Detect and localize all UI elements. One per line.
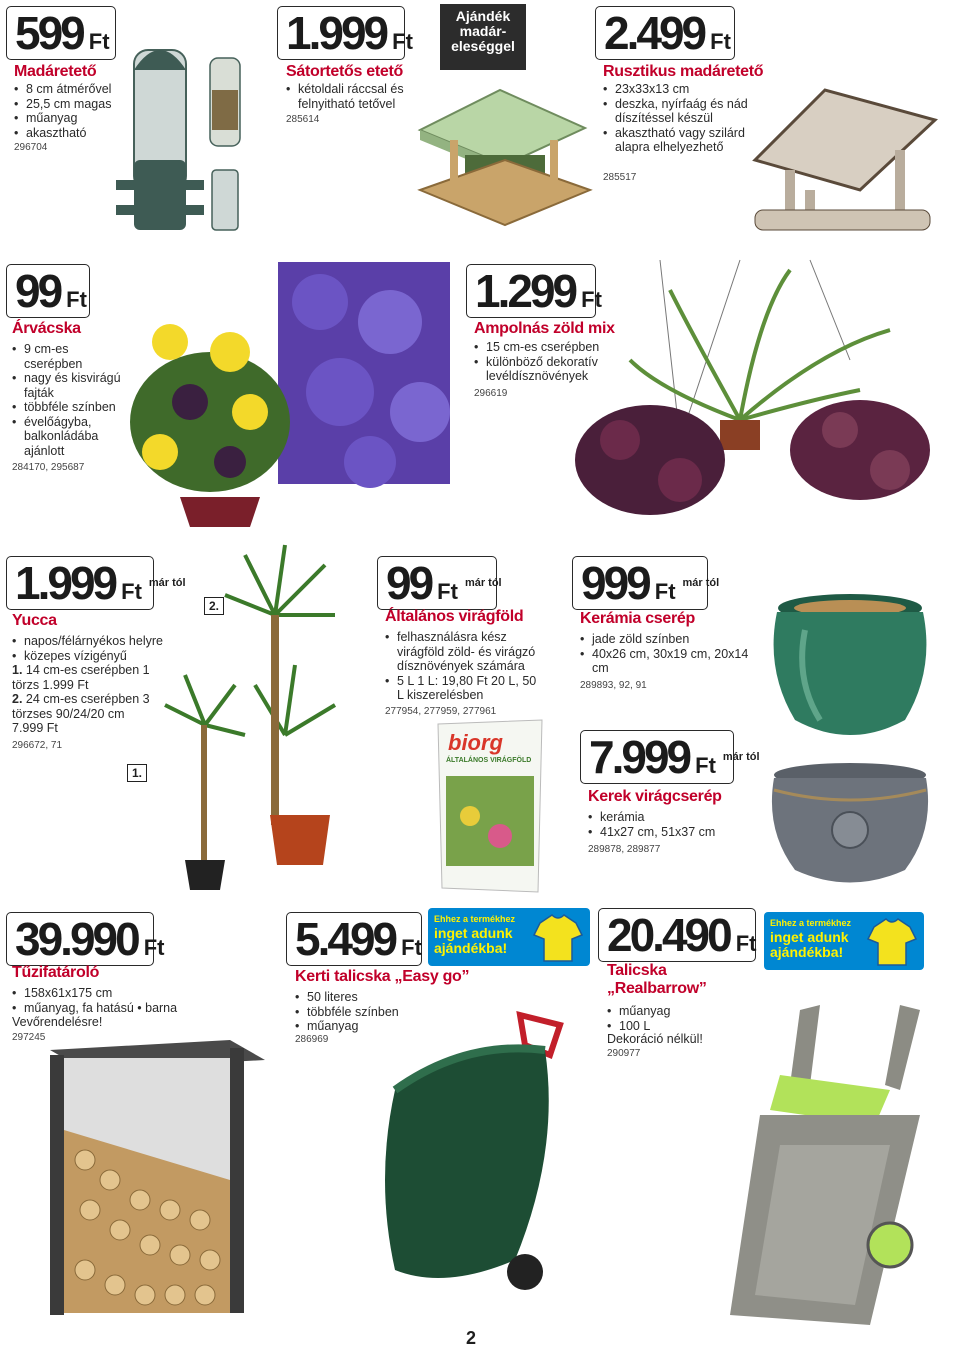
- price-tag: [377, 556, 502, 610]
- price-value: 7.999: [589, 731, 690, 783]
- currency: Ft: [735, 931, 757, 956]
- option-1: [12, 663, 152, 692]
- price-value: 99: [15, 265, 61, 317]
- gift-top-text: Ehhez a termékhez: [434, 914, 516, 924]
- product-title: Yucca: [12, 612, 57, 629]
- product-code: 289878, 289877: [588, 844, 661, 855]
- price-value: 599: [15, 7, 83, 59]
- price-value: 1.299: [475, 265, 576, 317]
- option-number: 2.: [12, 692, 23, 706]
- product-title: Kerek virágcserép: [588, 788, 722, 805]
- bullet: • közepes vízigényű: [12, 649, 182, 664]
- grey-barrow-image: [690, 995, 940, 1335]
- price-tag: [6, 912, 165, 966]
- currency: Ft: [581, 287, 602, 312]
- currency: Ft: [121, 579, 142, 604]
- price-tag: [6, 264, 90, 318]
- yucca-image: [145, 535, 365, 895]
- bullet-list: [12, 342, 122, 458]
- product-title: Rusztikus madáretető: [603, 63, 764, 80]
- from-label: már tól: [464, 577, 502, 589]
- price-tag: [277, 6, 413, 60]
- option-text: 24 cm-es cserépben 3 törzses 90/24/20 cm 7.999 Ft: [12, 692, 150, 735]
- bullet-list: [588, 810, 748, 839]
- bullet: • 8 cm átmérővel: [14, 82, 124, 97]
- gift-main-text: inget adunk ajándékba!: [434, 925, 513, 956]
- bullet: • 100 L: [607, 1019, 727, 1034]
- currency: Ft: [401, 935, 422, 960]
- price-value: 5.499: [295, 913, 396, 965]
- bullet: • 50 literes: [295, 990, 445, 1005]
- currency: Ft: [143, 935, 165, 960]
- bullet: • nagy és kisvirágú fajták: [12, 371, 122, 400]
- from-label: már tól: [722, 751, 760, 763]
- bullet: • 41x27 cm, 51x37 cm: [588, 825, 748, 840]
- bullet: • deszka, nyírfaág és nád díszítéssel készül: [603, 97, 753, 126]
- option-number: 1.: [12, 663, 23, 677]
- bullet: • akasztható vagy szilárd alapra elhelyezhető: [603, 126, 753, 155]
- bag-subtitle: ÁLTALÁNOS VIRÁGFÖLD: [446, 757, 532, 764]
- gift-top-text: Ehhez a termékhez: [770, 918, 852, 928]
- pansy-image: [120, 262, 450, 532]
- price-value: 20.490: [607, 909, 730, 961]
- product-code: 285614: [286, 114, 320, 125]
- gift-badge: [428, 908, 590, 966]
- price-tag: [580, 730, 760, 784]
- product-code: 296704: [14, 142, 48, 153]
- bullet: • jade zöld színben: [580, 632, 750, 647]
- bullet: • 5 L 1 L: 19,80 Ft 20 L, 50 L kiszerelésben: [385, 674, 545, 703]
- price-tag: [6, 556, 186, 610]
- product-code: 290977: [607, 1048, 641, 1059]
- bullet: • különböző dekoratív levéldísznövények: [474, 355, 624, 384]
- option-2: [12, 692, 152, 736]
- page-number: 2: [466, 1328, 477, 1348]
- bird-feeder-image: [112, 30, 252, 240]
- gift-banner: Ajándék madár-eleséggel: [440, 4, 526, 70]
- bullet: • műanyag: [14, 111, 124, 126]
- price-value: 2.499: [604, 7, 705, 59]
- product-title: Ampolnás zöld mix: [474, 320, 615, 337]
- bullet: • évelőágyba, balkonládába ajánlott: [12, 415, 122, 459]
- option-label: 1.: [127, 764, 147, 782]
- product-title: Sátortetős etető: [286, 63, 403, 80]
- bullet: • 40x26 cm, 30x19 cm, 20x14 cm: [580, 647, 750, 676]
- currency: Ft: [710, 29, 731, 54]
- currency: Ft: [66, 287, 87, 312]
- product-title: Madáretető: [14, 63, 97, 80]
- product-code: 296619: [474, 388, 508, 399]
- bullet: • többféle színben: [12, 400, 122, 415]
- product-code: 284170, 295687: [12, 462, 85, 473]
- currency: Ft: [695, 753, 716, 778]
- currency: Ft: [392, 29, 413, 54]
- currency: Ft: [654, 579, 676, 604]
- bullet-list: [14, 82, 124, 140]
- price-value: 1.999: [15, 557, 116, 609]
- product-code: 286969: [295, 1034, 329, 1045]
- from-label: már tól: [148, 577, 186, 589]
- wooden-feeder-image: [410, 80, 595, 240]
- bullet: • műanyag: [295, 1019, 445, 1034]
- bullet: • többféle színben: [295, 1005, 445, 1020]
- bullet-list: [580, 632, 750, 676]
- currency: Ft: [88, 29, 110, 54]
- rustic-feeder-image: [745, 80, 945, 240]
- bullet: • 15 cm-es cserépben: [474, 340, 624, 355]
- price-value: 39.990: [15, 913, 138, 965]
- bullet: • műanyag, fa hatású • barna: [12, 1001, 192, 1016]
- bullet: • kétoldali ráccsal és felnyitható tetővel: [286, 82, 416, 111]
- hanging-plants-image: [560, 250, 950, 530]
- bullet: • felhasználásra kész virágföld zöld- és virágzó dísznövények számára: [385, 630, 545, 674]
- bullet: • 158x61x175 cm: [12, 986, 192, 1001]
- bullet-list: [603, 82, 753, 155]
- product-title: Árvácska: [12, 320, 81, 337]
- bullet: • 25,5 cm magas: [14, 97, 124, 112]
- bullet: • 9 cm-es cserépben: [12, 342, 122, 371]
- bullet: • akasztható: [14, 126, 124, 141]
- price-tag: [572, 556, 720, 610]
- green-cart-image: [365, 1010, 575, 1305]
- product-title: Kerámia cserép: [580, 610, 695, 627]
- price-tag: [595, 6, 735, 60]
- price-tag: [6, 6, 116, 60]
- product-code: 297245: [12, 1032, 46, 1043]
- bullet: • 23x33x13 cm: [603, 82, 753, 97]
- bag-brand: biorg: [448, 730, 503, 755]
- shirt-icon: [530, 911, 586, 963]
- option-text: 14 cm-es cserépben 1 törzs 1.999 Ft: [12, 663, 150, 692]
- firewood-rack-image: [30, 1030, 280, 1325]
- shirt-icon: [864, 915, 920, 967]
- product-code: 277954, 277959, 277961: [385, 706, 497, 717]
- currency: Ft: [437, 579, 458, 604]
- product-title: Kerti talicska „Easy go”: [295, 968, 470, 985]
- from-label: már tól: [682, 577, 720, 589]
- price-tag: [598, 908, 756, 962]
- note: Vevőrendelésre!: [12, 1015, 103, 1029]
- price-value: 1.999: [286, 7, 387, 59]
- note: Dekoráció nélkül!: [607, 1032, 703, 1046]
- bullet-list: [12, 986, 192, 1015]
- product-title: Tűzifatároló: [12, 964, 100, 981]
- product-title: Talicska „Realbarrow”: [607, 962, 707, 997]
- price-tag: [286, 912, 422, 966]
- product-code: 296672, 71: [12, 740, 63, 751]
- bullet: • napos/félárnyékos helyre: [12, 634, 182, 649]
- price-value: 99: [386, 557, 432, 609]
- product-title: Általános virágföld: [385, 608, 524, 625]
- bullet-list: [385, 630, 545, 703]
- green-pot-image: [765, 590, 935, 750]
- bullet-list: [286, 82, 416, 111]
- product-code: 285517: [603, 172, 637, 183]
- gift-main-text: inget adunk ajándékba!: [770, 929, 849, 960]
- bullet: • műanyag: [607, 1004, 727, 1019]
- round-pot-image: [765, 760, 935, 890]
- price-value: 999: [581, 557, 649, 609]
- option-label: 2.: [204, 597, 224, 615]
- bullet: • kerámia: [588, 810, 748, 825]
- gift-badge: [764, 912, 924, 970]
- product-code: 289893, 92, 91: [580, 680, 647, 691]
